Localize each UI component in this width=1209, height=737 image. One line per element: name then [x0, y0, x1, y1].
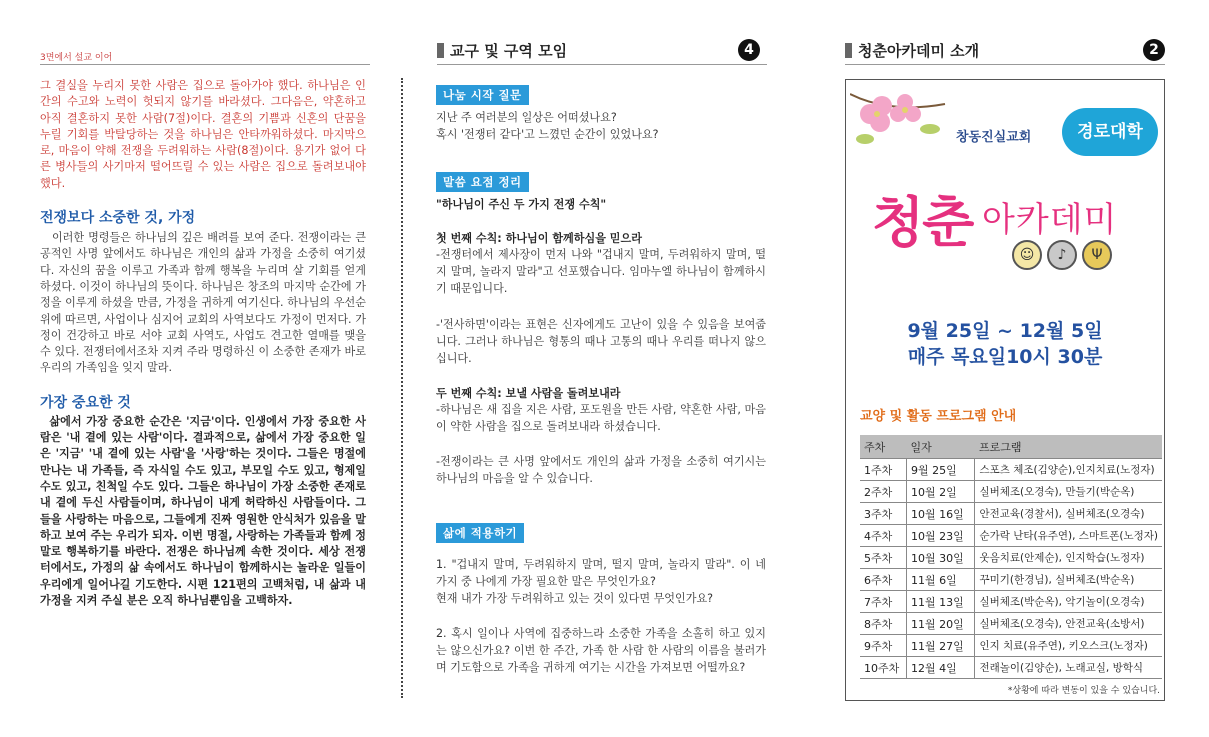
schedule-week: 2주차 — [860, 481, 907, 503]
schedule-row — [860, 503, 1162, 525]
opening-question-text: 지난 주 여러분의 일상은 어떠셨나요? 혹시 '전쟁터 같다'고 느꼈던 순간이 있었나요? — [436, 111, 659, 141]
schedule-row — [860, 635, 1162, 657]
schedule-week: 5주차 — [860, 547, 907, 569]
academy-title-big: 청춘 — [872, 190, 973, 254]
schedule-row — [860, 481, 1162, 503]
right-section-header — [845, 40, 979, 61]
schedule-program: 안전교육(경찰서), 실버체조(오경숙) — [975, 503, 1162, 525]
academy-title-small: 아카데미 — [982, 200, 1118, 240]
family-paragraph: 이러한 명령들은 하나님의 깊은 배려를 보여 준다. 전쟁이라는 큰 공적인 사명 앞에서도 하나님은 개인의 삶과 가정을 소중히 여기셨다. 자신의 꿈을 이루고 가족과 함께 행복을 누리며 살 기회를 얻게 하셨다. 이것이 하나님의 뜻이다. 하나님은 창조의 마지막 순간에 가정을 이루게 하셨을 만큼, 가정을 귀하게 여기신다. 하나님의 우선순위에 따르면, 사업이나 심지어 교회의 사역보다도 가정이 먼저다. 가정이 건강하고 바로 서야 교회 사역도, 사업도 견고한 열매를 맺을 수 있다. 전쟁터에서조차 지켜 주라 명령하신 이 소중한 존재가 바로 우리의 가족임을 잊지 말라. — [40, 231, 366, 375]
cherry-blossom-icon — [850, 84, 950, 154]
schedule-row — [860, 569, 1162, 591]
main-point: "하나님이 주신 두 가지 전쟁 수칙" — [436, 198, 607, 211]
academy-poster — [845, 79, 1165, 701]
col-week: 주차 — [860, 435, 907, 459]
rule1-body-2: -'전사하면'이라는 표현은 신자에게도 고난이 있을 수 있음을 보여줍니다. 그러나 하나님은 형통의 때나 고통의 때나 우리를 떠나지 않으십니다. — [436, 318, 766, 365]
section-bar-icon — [845, 43, 852, 58]
schedule-program: 스포츠 체조(김양순),인지치료(노정자) — [975, 459, 1162, 481]
rule2-body: -하나님은 새 집을 지은 사람, 포도원을 만든 사람, 약혼한 사람, 마음이 약한 사람을 집으로 돌려보내라 하셨습니다. — [436, 403, 766, 433]
right-page-number: 2 — [1143, 39, 1165, 61]
schedule-table — [860, 435, 1162, 679]
utensils-icon: Ψ — [1082, 240, 1112, 270]
schedule-program: 전래놀이(김양순), 노래교실, 방학식 — [975, 657, 1162, 679]
apply-question-2: 2. 혹시 일이나 사역에 집중하느라 소중한 가족을 소홀히 하고 있지는 않으신가요? 이번 한 주간, 가족 한 사람 한 사람의 이름을 불러가며 기도함으로 가족을 귀하게 여기는 시간을 가져보면 어떨까요? — [436, 627, 766, 674]
change-notice: *상황에 따라 변동이 있을 수 있습니다. — [1007, 686, 1160, 696]
apply-question-1: 1. "겁내지 말며, 두려워하지 말며, 떨지 말며, 놀라지 말라". 이 네 가지 중 나에게 가장 필요한 말은 무엇인가요? 현재 내가 가장 두려워하고 있는 것이 있다면 무엇인가요? — [436, 558, 766, 605]
center-section-title: 교구 및 구역 모임 — [450, 42, 568, 60]
header-rule-center — [437, 64, 767, 65]
tag-opening-question: 나눔 시작 질문 — [436, 85, 529, 105]
rule1-title: 첫 번째 수칙: 하나님이 함께하심을 믿으라 — [436, 232, 642, 245]
schedule-date: 12월 4일 — [907, 657, 975, 679]
column-divider — [401, 78, 403, 698]
schedule-date: 11월 20일 — [907, 613, 975, 635]
most-important-paragraph: 삶에서 가장 중요한 순간은 '지금'이다. 인생에서 가장 중요한 사람은 '내 곁에 있는 사람'이다. 결과적으로, 삶에서 가장 중요한 일은 '지금' '내 곁에 있는 사람'을 '사랑'하는 것이다. 그들은 명절에 만나는 내 가족들, 즉 자식일 수도 있고, 부모일 수도 있고, 형제일 수도 있고, 친척일 수도 있다. 그들은 하나님이 가장 소중한 존재로 내 곁에 두신 사람들이며, 하나님이 내게 허락하신 사람들이다. 그들을 사랑하는 마음으로, 그들에게 진짜 영원한 안식처가 있음을 말하고 보여 주는 우리가 되자. 이번 명절, 사랑하는 가족들과 함께 정말로 행복하기를 바란다. 전쟁은 하나님께 속한 것이다. 세상 전쟁터에서도, 가정의 삶 속에서도 하나님이 함께하시는 놀라운 일들이 우리에게 일어나길 기도한다. 시편 121편의 고백처럼, 내 삶과 내 가정을 지켜 주실 분은 오직 하나님뿐임을 고백하자. — [40, 414, 366, 608]
schedule-row — [860, 591, 1162, 613]
schedule-row — [860, 657, 1162, 679]
tag-apply: 삶에 적용하기 — [436, 523, 524, 543]
schedule-program: 순가락 난타(유주연), 스마트폰(노정자) — [975, 525, 1162, 547]
schedule-row — [860, 613, 1162, 635]
schedule-date: 11월 13일 — [907, 591, 975, 613]
heading-most-important: 가장 중요한 것 — [40, 394, 131, 411]
schedule-date: 10월 23일 — [907, 525, 975, 547]
section-bar-icon — [437, 43, 444, 58]
sermon-intro-paragraph: 그 결실을 누리지 못한 사람은 집으로 돌아가야 했다. 하나님은 인간의 수고와 노력이 헛되지 않기를 바라셨다. 그다음은, 약혼하고 아직 결혼하지 못한 사람(7절)이다. 결혼의 기쁨과 신혼의 단꿈을 누릴 기회를 박탈당하는 것을 하나님은 안타까워하셨다. 마지막으로, 마음이 약해 전쟁을 두려워하는 사람(8절)이다. 용기가 없어 다른 병사들의 사기마저 떨어뜨릴 수 있는 사람은 집으로 돌려보내야 했다. — [40, 79, 366, 190]
period-dates: 9월 25일 ~ 12월 5일 — [907, 320, 1103, 342]
schedule-date: 10월 30일 — [907, 547, 975, 569]
schedule-week: 1주차 — [860, 459, 907, 481]
schedule-week: 7주차 — [860, 591, 907, 613]
schedule-program: 실버체조(오경숙), 만들기(박순옥) — [975, 481, 1162, 503]
schedule-date: 10월 16일 — [907, 503, 975, 525]
rule1-body: -전쟁터에서 제사장이 먼저 나와 "겁내지 말며, 두려워하지 말며, 떨지 말며, 놀라지 말라"고 선포했습니다. 임마누엘 하나님이 함께하시기 때문입니다. — [436, 248, 766, 295]
schedule-week: 6주차 — [860, 569, 907, 591]
col-program: 프로그램 — [975, 435, 1162, 459]
schedule-date: 11월 27일 — [907, 635, 975, 657]
schedule-program: 웃음치료(안제순), 인지학습(노정자) — [975, 547, 1162, 569]
header-rule-right — [845, 64, 1165, 65]
dance-icon: ☺ — [1012, 240, 1042, 270]
schedule-header-row — [860, 435, 1162, 459]
header-rule-left — [40, 64, 370, 65]
elder-college-badge: 경로대학 — [1062, 108, 1158, 156]
schedule-week: 9주차 — [860, 635, 907, 657]
tag-summary: 말씀 요점 정리 — [436, 172, 529, 192]
schedule-week: 10주차 — [860, 657, 907, 679]
schedule-program: 실버체조(오경숙), 안전교육(소방서) — [975, 613, 1162, 635]
schedule-program: 인지 치료(유주연), 키오스크(노정자) — [975, 635, 1162, 657]
schedule-date: 9월 25일 — [907, 459, 975, 481]
schedule-row — [860, 525, 1162, 547]
center-page-number: 4 — [738, 39, 760, 61]
schedule-week: 4주차 — [860, 525, 907, 547]
schedule-program: 꾸미기(한경님), 실버체조(박순옥) — [975, 569, 1162, 591]
schedule-row — [860, 459, 1162, 481]
heading-family: 전쟁보다 소중한 것, 가정 — [40, 210, 196, 227]
schedule-date: 10월 2일 — [907, 481, 975, 503]
center-section-header — [437, 40, 567, 61]
right-section-title: 청춘아카데미 소개 — [858, 42, 980, 60]
source-note: 3면에서 설교 이어 — [40, 53, 113, 63]
schedule-week: 3주차 — [860, 503, 907, 525]
schedule-date: 11월 6일 — [907, 569, 975, 591]
schedule-week: 8주차 — [860, 613, 907, 635]
sermon-column — [40, 78, 366, 609]
meeting-time: 매주 목요일10시 30분 — [907, 346, 1103, 368]
schedule-program: 실버체조(박순옥), 악기놀이(오경숙) — [975, 591, 1162, 613]
col-date: 일자 — [907, 435, 975, 459]
rule2-title: 두 번째 수칙: 보낼 사람을 돌려보내라 — [436, 387, 621, 400]
church-name: 창동진실교회 — [956, 130, 1032, 145]
microphone-icon: ♪ — [1047, 240, 1077, 270]
schedule-row — [860, 547, 1162, 569]
rule2-body-2: -전쟁이라는 큰 사명 앞에서도 개인의 삶과 가정을 소중히 여기시는 하나님의 마음을 알 수 있습니다. — [436, 455, 766, 485]
program-title: 교양 및 활동 프로그램 안내 — [860, 409, 1017, 424]
